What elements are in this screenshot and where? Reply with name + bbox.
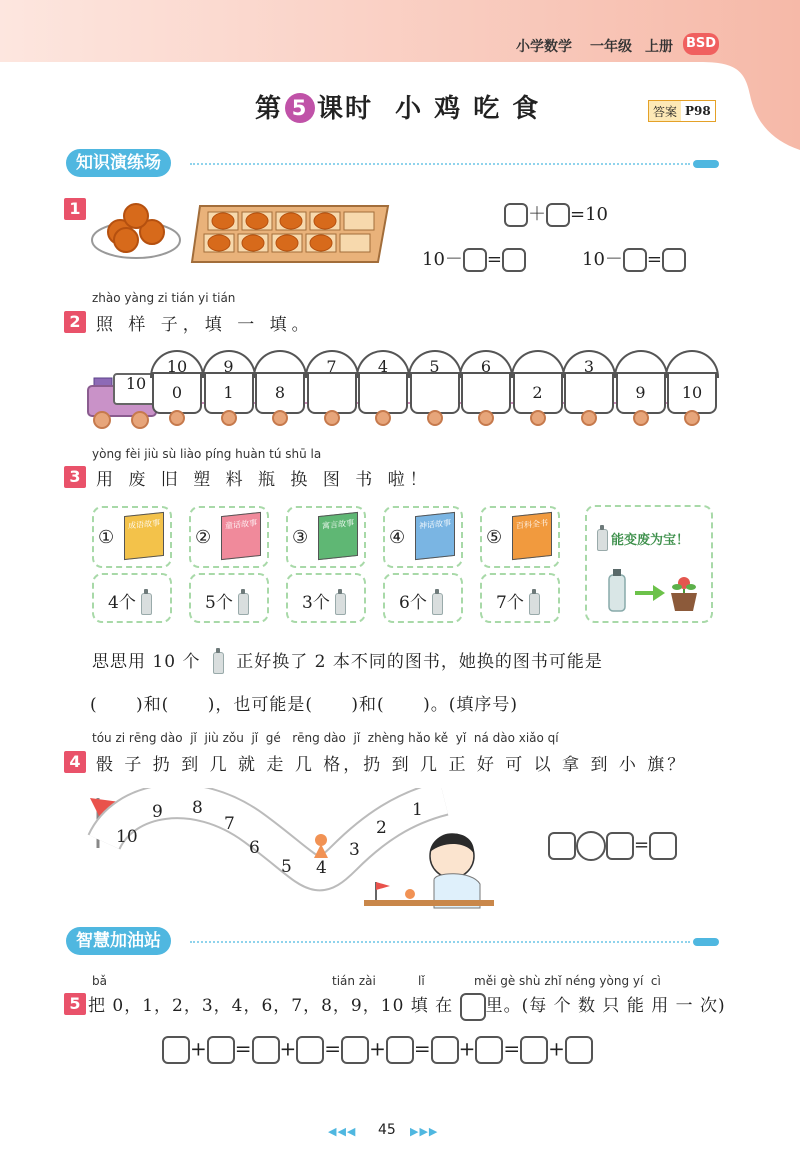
path-square-number: 5 [281,857,292,877]
question-number-4: 4 [64,751,86,773]
lesson-name: 小 鸡 吃 食 [395,94,541,124]
car-wheel [221,410,237,426]
q2-instruction: 照 样 子，填 一 填。 [96,315,314,335]
box-symbol [460,993,486,1021]
book-cover: 童话故事 [221,512,261,560]
answer-box[interactable] [548,832,576,860]
bottle-icon [529,593,540,615]
train-car [408,350,462,430]
plus-sign: + [279,1036,297,1061]
bottle-icon [597,529,608,551]
car-body [410,372,460,414]
plus-sign: ＋ [528,204,546,225]
book-number: ⑤ [486,527,503,548]
car-body [358,372,408,414]
operator-circle[interactable] [576,831,606,861]
book-number: ① [98,527,115,548]
section-divider [190,163,690,165]
car-top-number[interactable]: 9 [223,357,234,376]
q5-equation-chain [162,1036,593,1064]
q5-pinyin-li: lǐ [418,974,425,988]
car-body [461,372,511,414]
bottle-to-plant-illustration [605,567,705,613]
train-car [305,350,359,430]
train-car [253,350,307,430]
title-prefix: 第 [255,94,284,124]
car-body [307,372,357,414]
engine-number: 10 [125,374,147,393]
equals-sign: = [413,1036,431,1061]
answer-box[interactable] [431,1036,459,1064]
section-divider-end [693,938,719,946]
train-car [562,350,616,430]
q3-line1-b: 正好换了 2 本不同的图书，她换的图书可能是 [236,652,603,672]
book-price [108,588,152,615]
q5-pinyin-ba: bǎ [92,974,107,988]
path-square-number: 8 [192,798,203,818]
equals-sign: = [324,1036,342,1061]
recycle-card [585,505,713,623]
q3-instruction: 用 废 旧 塑 料 瓶 换 图 书 啦！ [96,470,432,490]
plate-of-mooncakes-illustration [90,202,182,260]
q3-line1-a: 思思用 10 个 [92,652,201,672]
path-square-number: 4 [316,858,327,878]
car-bottom-number[interactable]: 1 [223,383,234,402]
car-bottom-number[interactable]: 2 [532,383,543,402]
car-wheel [272,410,288,426]
car-top-number[interactable]: 3 [583,357,595,376]
plus-sign: + [369,1036,386,1061]
path-square-number: 2 [376,818,387,838]
car-wheel [633,410,649,426]
car-bottom-number[interactable]: 10 [681,383,703,402]
q4-pinyin: tóu zi rēng dào jǐ jiù zǒu jǐ gé rēng dào jǐ zhèng hǎo kě yǐ ná dào xiǎo qí [92,731,559,745]
q3-pinyin: yòng fèi jiù sù liào píng huàn tú shū la [92,447,322,461]
lesson-number-badge: 5 [285,93,315,123]
train-car [665,350,719,430]
equation-left: 10－ [582,249,623,270]
answer-box[interactable] [504,203,528,227]
path-square-number: 1 [412,800,423,820]
answer-box[interactable] [502,248,526,272]
book-number: ② [195,527,212,548]
answer-box[interactable] [546,203,570,227]
price-text: 7个 [496,593,524,613]
answer-page: P98 [681,101,715,121]
answer-box[interactable] [662,248,686,272]
car-wheel [684,410,700,426]
car-top-number[interactable]: 6 [480,357,492,376]
train-car [511,350,565,430]
q5-pinyin-rest: měi gè shù zhǐ néng yòng yí cì [474,974,661,988]
answer-box[interactable] [162,1036,190,1064]
plus-sign: + [458,1036,476,1061]
q3-question-line-1 [92,647,603,674]
book-number: ④ [389,527,406,548]
book-price [399,588,443,615]
plus-sign: + [548,1036,565,1061]
recycle-slogan: 能变废为宝！ [611,533,690,548]
q4-instruction: 骰 子 扔 到 几 就 走 几 格，扔 到 几 正 好 可 以 拿 到 小 旗？ [96,755,688,775]
car-top-number[interactable]: 7 [326,357,337,376]
bottle-icon [335,593,346,615]
equals-sign: = [646,249,662,270]
car-top-number[interactable]: 5 [429,357,440,376]
price-text: 5个 [205,593,233,613]
bottle-icon [213,652,224,674]
book-cover: 成语故事 [124,512,164,560]
equation-result: =10 [570,204,608,225]
question-number-5: 5 [64,993,86,1015]
car-bottom-number[interactable]: 0 [171,383,183,402]
header-volume: 上册 [645,39,673,55]
dice-path-board [84,788,524,918]
book-price [496,588,540,615]
book-cover: 百科全书 [512,512,552,560]
header-grade: 一年级 [590,39,632,55]
car-wheel [324,410,340,426]
q5-instruction [88,991,726,1021]
answer-box[interactable] [649,832,677,860]
answer-box[interactable] [386,1036,414,1064]
equals-sign: = [486,249,502,270]
answer-box[interactable] [341,1036,369,1064]
car-wheel [169,410,185,426]
path-square-number: 3 [349,840,360,860]
equation-left: 10－ [422,249,463,270]
header-subject: 小学数学 [516,39,572,55]
train-car [614,350,668,430]
car-bottom-number[interactable]: 8 [274,383,286,402]
book-cover: 寓言故事 [318,512,358,560]
answer-box[interactable] [606,832,634,860]
answer-box[interactable] [207,1036,235,1064]
car-top-number[interactable]: 4 [377,357,389,376]
car-wheel [427,410,443,426]
footer-right-arrows: ▶▶▶ [410,1125,439,1138]
q1-equation-1 [504,200,608,227]
q5-text-a: 把 0，1，2，3，4，6，7，8，9，10 填 在 [88,996,454,1016]
q4-equation [548,831,677,861]
footer-left-arrows: ◀◀◀ [328,1125,357,1138]
car-bottom-number[interactable]: 9 [635,383,646,402]
car-wheel [375,410,391,426]
answer-box[interactable] [252,1036,280,1064]
lesson-title [255,88,540,125]
edition-badge: BSD [683,33,719,55]
question-number-1: 1 [64,198,86,220]
train-car [459,350,513,430]
price-text: 4个 [108,593,136,613]
path-square-number: 7 [224,814,235,834]
answer-box[interactable] [623,248,647,272]
question-number-3: 3 [64,466,86,488]
question-number-2: 2 [64,311,86,333]
title-suffix: 课时 [317,94,374,124]
car-wheel [530,410,546,426]
bottle-icon [432,593,443,615]
answer-box[interactable] [520,1036,548,1064]
plus-sign: + [190,1036,207,1061]
car-body [564,372,614,414]
book-cover: 神话故事 [415,512,455,560]
equals-sign: = [634,834,650,856]
equals-sign: = [503,1036,521,1061]
path-square-number: 6 [249,838,260,858]
q1-equation-3 [582,245,686,272]
path-square-number: 10 [116,827,138,847]
train-car [150,350,204,430]
book-price [302,588,346,615]
answer-box[interactable] [565,1036,593,1064]
q5-pinyin-tianzai: tián zài [332,974,376,988]
q5-text-b: 里。(每 个 数 只 能 用 一 次) [485,996,726,1016]
mooncake-tray-illustration [190,204,390,266]
car-wheel [478,410,494,426]
answer-label: 答案 [653,104,678,119]
path-square-number: 9 [152,802,163,822]
answer-box[interactable] [475,1036,503,1064]
book-number: ③ [292,527,309,548]
price-text: 3个 [302,593,330,613]
section-divider [190,941,690,943]
bottle-icon [141,593,152,615]
q3-answer-blanks[interactable]: ( )和( )，也可能是( )和( )。(填序号) [90,695,519,715]
car-top-number[interactable]: 10 [166,357,188,376]
car-wheel [581,410,597,426]
section-banner-practice: 知识演练场 [66,149,171,177]
q1-equation-2 [422,245,526,272]
q2-pinyin: zhào yàng zi tián yi tián [92,291,236,305]
equals-sign: = [234,1036,252,1061]
page-number: 45 [378,1122,396,1138]
bottle-icon [238,593,249,615]
price-text: 6个 [399,593,427,613]
train-car [202,350,256,430]
answer-box[interactable] [296,1036,324,1064]
answer-box[interactable] [463,248,487,272]
header-background [0,0,800,150]
section-divider-end [693,160,719,168]
answer-reference [648,100,716,122]
section-banner-challenge: 智慧加油站 [66,927,171,955]
train-car [356,350,410,430]
book-price [205,588,249,615]
